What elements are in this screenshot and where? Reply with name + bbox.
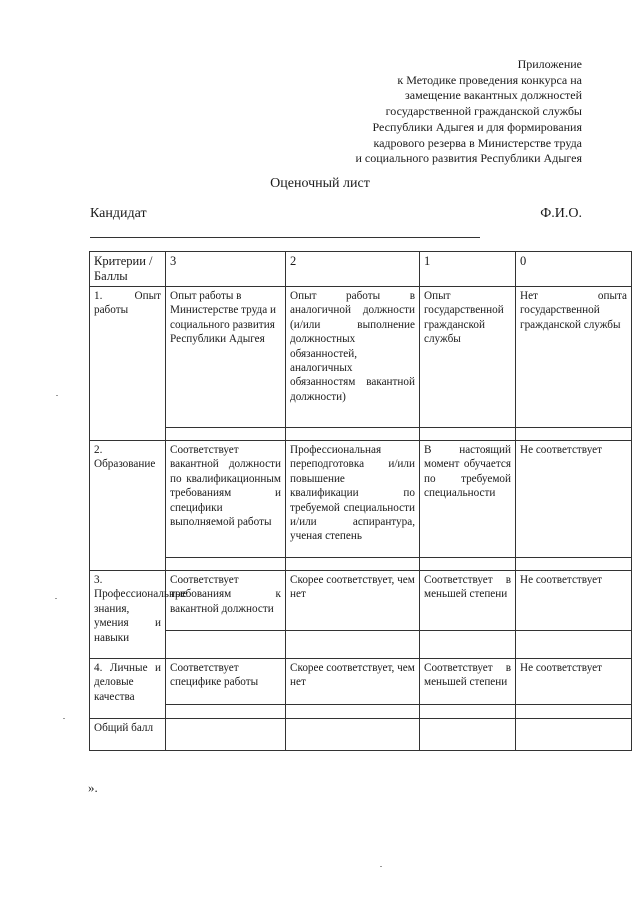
- table-row-score-entry: [90, 558, 632, 571]
- appendix-line: Приложение: [517, 57, 582, 71]
- score-2-cell: Профессиональная переподготовка и/или повышение квалификации по требуемой специальности и/или аспирантура, ученая степень: [286, 441, 420, 558]
- total-score-cell[interactable]: [166, 719, 286, 751]
- appendix-line: государственной гражданской службы: [385, 104, 582, 119]
- candidate-signature-line: [90, 237, 480, 238]
- fio-label: Ф.И.О.: [540, 206, 582, 221]
- table-row: [90, 659, 632, 705]
- evaluation-table: [89, 251, 632, 751]
- score-entry-cell[interactable]: [516, 428, 632, 441]
- table-row: [90, 287, 632, 428]
- table-row: [90, 441, 632, 558]
- score-0-cell: Не соответствует: [516, 659, 632, 705]
- candidate-label: Кандидат: [90, 206, 147, 221]
- header-score-2: 2: [286, 252, 420, 287]
- total-score-cell[interactable]: [420, 719, 516, 751]
- header-score-1: 1: [420, 252, 516, 287]
- score-entry-cell[interactable]: [286, 558, 420, 571]
- score-entry-cell[interactable]: [166, 428, 286, 441]
- table-row-score-entry: [90, 705, 632, 719]
- appendix-line: кадрового резерва в Министерстве труда: [373, 135, 582, 150]
- closing-quote: ».: [88, 780, 98, 795]
- score-1-cell: Опыт государственной гражданской службы: [420, 287, 516, 428]
- score-2-cell: Опыт работы в аналогичной должности (и/или выполнение должностных обязанностей, аналогичных обязанностям вакантной должности): [286, 287, 420, 428]
- table-row-score-entry: [90, 631, 632, 659]
- score-1-cell: Соответствует в меньшей степени: [420, 571, 516, 631]
- score-entry-cell[interactable]: [516, 631, 632, 659]
- criterion-cell: 4. Личные и деловые качества: [90, 659, 166, 719]
- total-score-cell[interactable]: [286, 719, 420, 751]
- scan-speck: [55, 598, 57, 599]
- header-score-3: 3: [166, 252, 286, 287]
- header-score-0: 0: [516, 252, 632, 287]
- score-0-cell: Нет опыта государственной гражданской службы: [516, 287, 632, 428]
- table-row-total: [90, 719, 632, 751]
- appendix-line: и социального развития Республики Адыгея: [355, 151, 582, 166]
- score-entry-cell[interactable]: [516, 558, 632, 571]
- score-entry-cell[interactable]: [286, 705, 420, 719]
- scan-speck: [63, 718, 65, 719]
- score-entry-cell[interactable]: [420, 631, 516, 659]
- score-3-cell: Соответствует требованиям к вакантной должности: [166, 571, 286, 631]
- total-score-label: Общий балл: [90, 719, 166, 751]
- score-3-cell: Соответствует специфике работы: [166, 659, 286, 705]
- document-title: Оценочный лист: [270, 176, 370, 191]
- score-entry-cell[interactable]: [166, 631, 286, 659]
- score-entry-cell[interactable]: [286, 631, 420, 659]
- score-0-cell: Не соответствует: [516, 571, 632, 631]
- score-entry-cell[interactable]: [166, 558, 286, 571]
- appendix-line: Республики Адыгея и для формирования: [372, 119, 582, 134]
- score-2-cell: Скорее соответствует, чем нет: [286, 571, 420, 631]
- appendix-line: замещение вакантных должностей: [405, 88, 582, 103]
- scan-speck: [56, 395, 58, 396]
- score-1-cell: В настоящий момент обучается по требуемой специальности: [420, 441, 516, 558]
- table-row: [90, 571, 632, 631]
- scan-speck: [380, 866, 382, 867]
- criterion-cell: 2. Образование: [90, 441, 166, 571]
- table-header-row: [90, 252, 632, 287]
- score-0-cell: Не соответствует: [516, 441, 632, 558]
- criterion-cell: 3. Профессиональные знания, умения и навыки: [90, 571, 166, 659]
- appendix-header: [282, 57, 582, 167]
- header-criteria-cell: Критерии /Баллы: [90, 252, 166, 287]
- score-entry-cell[interactable]: [286, 428, 420, 441]
- criterion-cell: 1. Опыт работы: [90, 287, 166, 441]
- score-1-cell: Соответствует в меньшей степени: [420, 659, 516, 705]
- score-3-cell: Соответствует вакантной должности по квалификационным требованиям и специфики выполняемой работы: [166, 441, 286, 558]
- score-entry-cell[interactable]: [420, 428, 516, 441]
- score-entry-cell[interactable]: [166, 705, 286, 719]
- total-score-cell[interactable]: [516, 719, 632, 751]
- score-entry-cell[interactable]: [516, 705, 632, 719]
- score-entry-cell[interactable]: [420, 558, 516, 571]
- score-2-cell: Скорее соответствует, чем нет: [286, 659, 420, 705]
- table-row-score-entry: [90, 428, 632, 441]
- appendix-line: к Методике проведения конкурса на: [397, 72, 582, 87]
- score-3-cell: Опыт работы в Министерстве труда и социального развития Республики Адыгея: [166, 287, 286, 428]
- score-entry-cell[interactable]: [420, 705, 516, 719]
